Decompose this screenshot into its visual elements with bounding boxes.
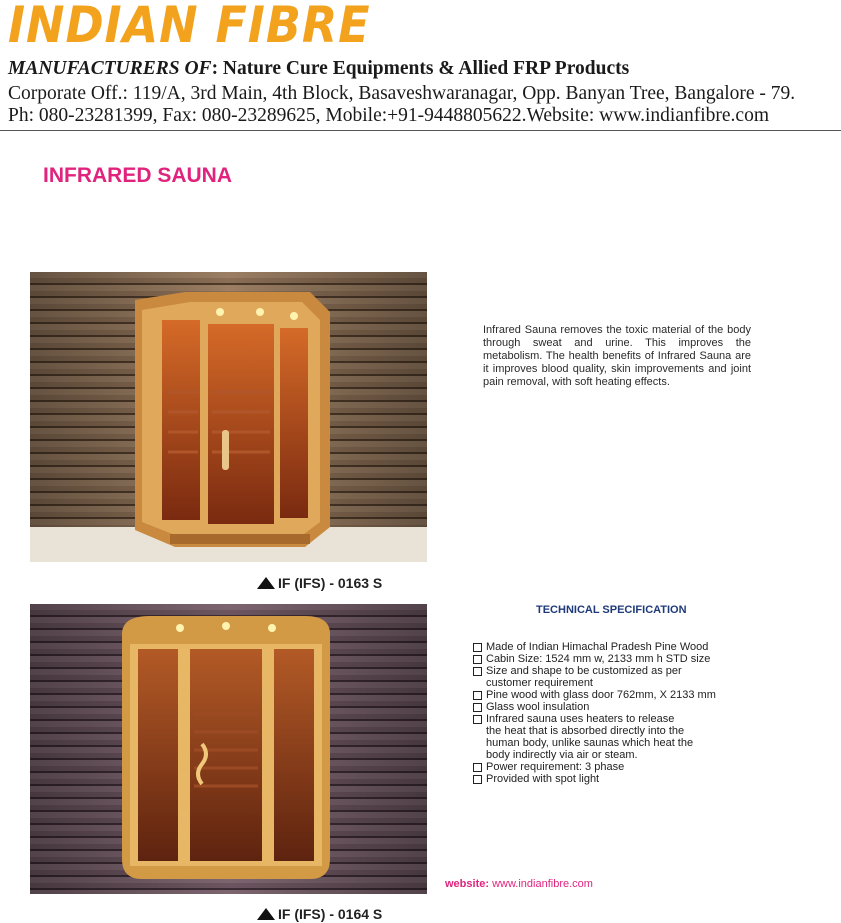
spec-item xyxy=(473,665,773,689)
product-caption-0164 xyxy=(257,906,382,922)
product-caption-0163 xyxy=(257,575,382,591)
section-title: INFRARED SAUNA xyxy=(43,164,232,187)
checkbox-square-icon xyxy=(473,655,482,664)
manufacturers-lead: MANUFACTURERS OF xyxy=(8,58,212,79)
spec-item xyxy=(473,701,773,713)
spec-item-text: Size and shape to be customized as per xyxy=(486,665,682,677)
website-link[interactable]: www.indianfibre.com xyxy=(492,878,593,890)
checkbox-square-icon xyxy=(473,715,482,724)
sauna-photo-0164 xyxy=(30,604,427,894)
product-code-0164: IF (IFS) - 0164 S xyxy=(278,906,383,922)
footer-website xyxy=(445,878,593,890)
corporate-address: Corporate Off.: 119/A, 3rd Main, 4th Block, Basaveshwaranagar, Opp. Banyan Tree, Bangalore - 79. xyxy=(8,83,796,104)
triangle-up-icon xyxy=(257,577,275,589)
two-person-sauna-image xyxy=(30,604,427,894)
checkbox-square-icon xyxy=(473,691,482,700)
checkbox-square-icon xyxy=(473,775,482,784)
checkbox-square-icon xyxy=(473,763,482,772)
brand-logo: INDIAN FIBRE xyxy=(8,0,371,54)
website-label: website: xyxy=(445,878,490,890)
contact-line: Ph: 080-23281399, Fax: 080-23289625, Mobile:+91-9448805622.Website: www.indianfibre.com xyxy=(8,105,770,126)
spec-item xyxy=(473,713,773,761)
checkbox-square-icon xyxy=(473,667,482,676)
technical-spec-title: TECHNICAL SPECIFICATION xyxy=(536,604,687,616)
product-description: Infrared Sauna removes the toxic material of the body through sweat and urine. This improves the metabolism. The health benefits of Infrared Sauna are it improves blood quality, skin improvements and joint pain removal, with soft heating effects. xyxy=(483,324,751,389)
spec-item xyxy=(473,773,773,785)
spec-item-text: Pine wood with glass door 762mm, X 2133 mm xyxy=(486,689,716,701)
spec-item-text: Cabin Size: 1524 mm w, 2133 mm h STD size xyxy=(486,653,711,665)
header-divider xyxy=(0,130,841,131)
spec-item-continuation: customer requirement xyxy=(486,677,593,689)
sauna-photo-0163 xyxy=(30,272,427,562)
spec-item-text: Made of Indian Himachal Pradesh Pine Wood xyxy=(486,641,709,653)
checkbox-square-icon xyxy=(473,703,482,712)
spec-item-continuation: the heat that is absorbed directly into the xyxy=(486,725,685,737)
triangle-up-icon xyxy=(257,908,275,920)
spec-item-text: Glass wool insulation xyxy=(486,701,590,713)
spec-item xyxy=(473,689,773,701)
spec-item-text: Power requirement: 3 phase xyxy=(486,761,625,773)
manufacturers-line xyxy=(8,58,629,80)
technical-spec-list xyxy=(473,641,773,785)
manufacturers-products: : Nature Cure Equipments & Allied FRP Products xyxy=(211,58,630,79)
product-code-0163: IF (IFS) - 0163 S xyxy=(278,575,383,591)
checkbox-square-icon xyxy=(473,643,482,652)
spec-item xyxy=(473,641,773,653)
spec-item xyxy=(473,653,773,665)
spec-item-continuation: human body, unlike saunas which heat the xyxy=(486,737,694,749)
spec-item-text: Infrared sauna uses heaters to release xyxy=(486,713,675,725)
spec-item-text: Provided with spot light xyxy=(486,773,600,785)
spec-item xyxy=(473,761,773,773)
corner-sauna-image xyxy=(30,272,427,562)
spec-item-continuation: body indirectly via air or steam. xyxy=(486,749,638,761)
